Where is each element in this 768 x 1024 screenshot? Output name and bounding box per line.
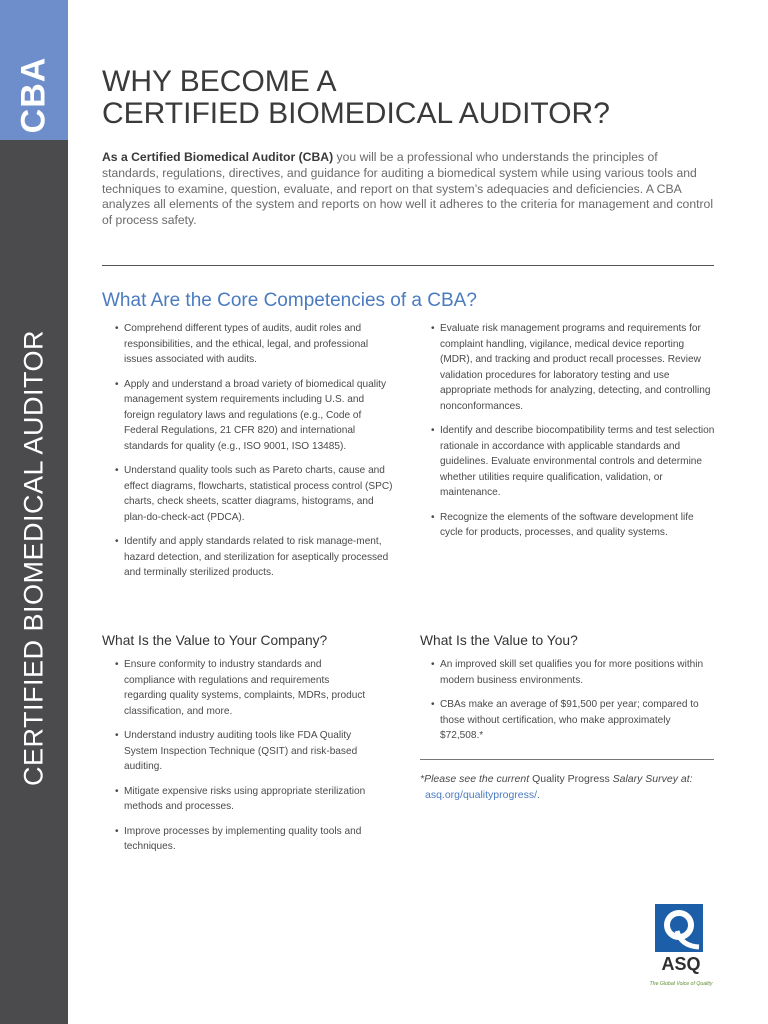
- page-title-line-1: WHY BECOME A: [102, 65, 337, 98]
- sidebar-band: [0, 0, 68, 1024]
- page-title: [102, 66, 722, 130]
- list-item: • Improve processes by implementing quality tools and techniques.: [115, 825, 362, 852]
- intro-body: you will be a professional who understands the principles of standards, regulations, directives, and guidance for auditing a biomedical system while using various tools and techniques to examine, question, evaluate, and report on that system’s adequacies and deficiencies. A CBA analyzes all elements of the system and reports on how well it adheres to the criteria for management and control of process safety.: [102, 150, 714, 228]
- competencies-heading: What Are the Core Competencies of a CBA?: [102, 290, 477, 311]
- list-item: • Evaluate risk management programs and requirements for complaint handling, vigilance, medical device reporting (MDR), and tracking and product recall processes. Review validation procedures for laboratory testing and use appropriate methods for analyzing, detecting, and controlling nonconformances.: [431, 323, 711, 412]
- list-item: • Comprehend different types of audits, audit roles and responsibilities, and the ethical, legal, and professional issues associated with audits.: [115, 323, 369, 365]
- intro-lead: As a Certified Biomedical Auditor (CBA): [102, 150, 334, 164]
- list-item: • Mitigate expensive risks using appropriate sterilization methods and processes.: [115, 785, 366, 812]
- list-item: • Apply and understand a broad variety of biomedical quality management system requirements including U.S. and foreign regulatory laws and regulations (e.g., Code of Federal Regulations, 21 CFR 820) and international standards for quality (e.g., ISO 9001, ISO 13485).: [115, 378, 387, 452]
- company-value-list: [112, 657, 372, 864]
- personal-value-heading: What Is the Value to You?: [420, 633, 578, 648]
- asq-tagline: The Global Voice of Quality: [649, 981, 713, 987]
- list-item: • Identify and apply standards related to risk manage-ment, hazard detection, and sterilization for aseptically processed and terminally sterilized products.: [115, 536, 389, 578]
- company-value-heading: What Is the Value to Your Company?: [102, 633, 328, 648]
- sidebar-vertical-title: CERTIFIED BIOMEDICAL AUDITOR: [18, 329, 49, 787]
- footnote-divider: [420, 759, 714, 760]
- sidebar-badge: CBA: [14, 56, 53, 134]
- competencies-list-right: [428, 321, 716, 550]
- asq-q-icon: [655, 904, 703, 952]
- section-divider: [102, 265, 714, 266]
- quality-progress-link[interactable]: asq.org/qualityprogress/.: [425, 789, 540, 801]
- asq-wordmark: ASQ: [661, 954, 701, 974]
- list-item: • An improved skill set qualifies you for more positions within modern business environments.: [431, 659, 704, 686]
- list-item: • Ensure conformity to industry standards and compliance with regulations and requirements regarding quality systems, complaints, MDRs, product classification, and more.: [115, 659, 366, 717]
- list-item: • Understand industry auditing tools like FDA Quality System Inspection Technique (QSIT) and risk-based auditing.: [115, 730, 358, 772]
- intro-paragraph: [102, 150, 714, 229]
- list-item: • Recognize the elements of the software development life cycle for products, processes, and quality systems.: [431, 511, 694, 538]
- footnote: *Please see the current Quality Progress Salary Survey at: asq.org/qualityprogress/.: [420, 771, 720, 803]
- list-item: • Identify and describe biocompatibility terms and test selection rationale in accordance with applicable standards and guidelines. Evaluate environmental controls and determine whether utilities require qualification, validation, or maintenance.: [431, 425, 715, 498]
- competencies-list-left: [112, 321, 394, 590]
- personal-value-list: [428, 657, 716, 753]
- list-item: • CBAs make an average of $91,500 per year; compared to those without certification, who make approximately $72,508.*: [431, 699, 699, 741]
- asq-logo: [648, 904, 714, 992]
- list-item: • Understand quality tools such as Pareto charts, cause and effect diagrams, flowcharts, statistical process control (SPC) charts, check sheets, scatter diagrams, histograms, and plan-do-check-act (PDCA).: [115, 465, 393, 523]
- page-title-line-2: CERTIFIED BIOMEDICAL AUDITOR?: [102, 97, 610, 130]
